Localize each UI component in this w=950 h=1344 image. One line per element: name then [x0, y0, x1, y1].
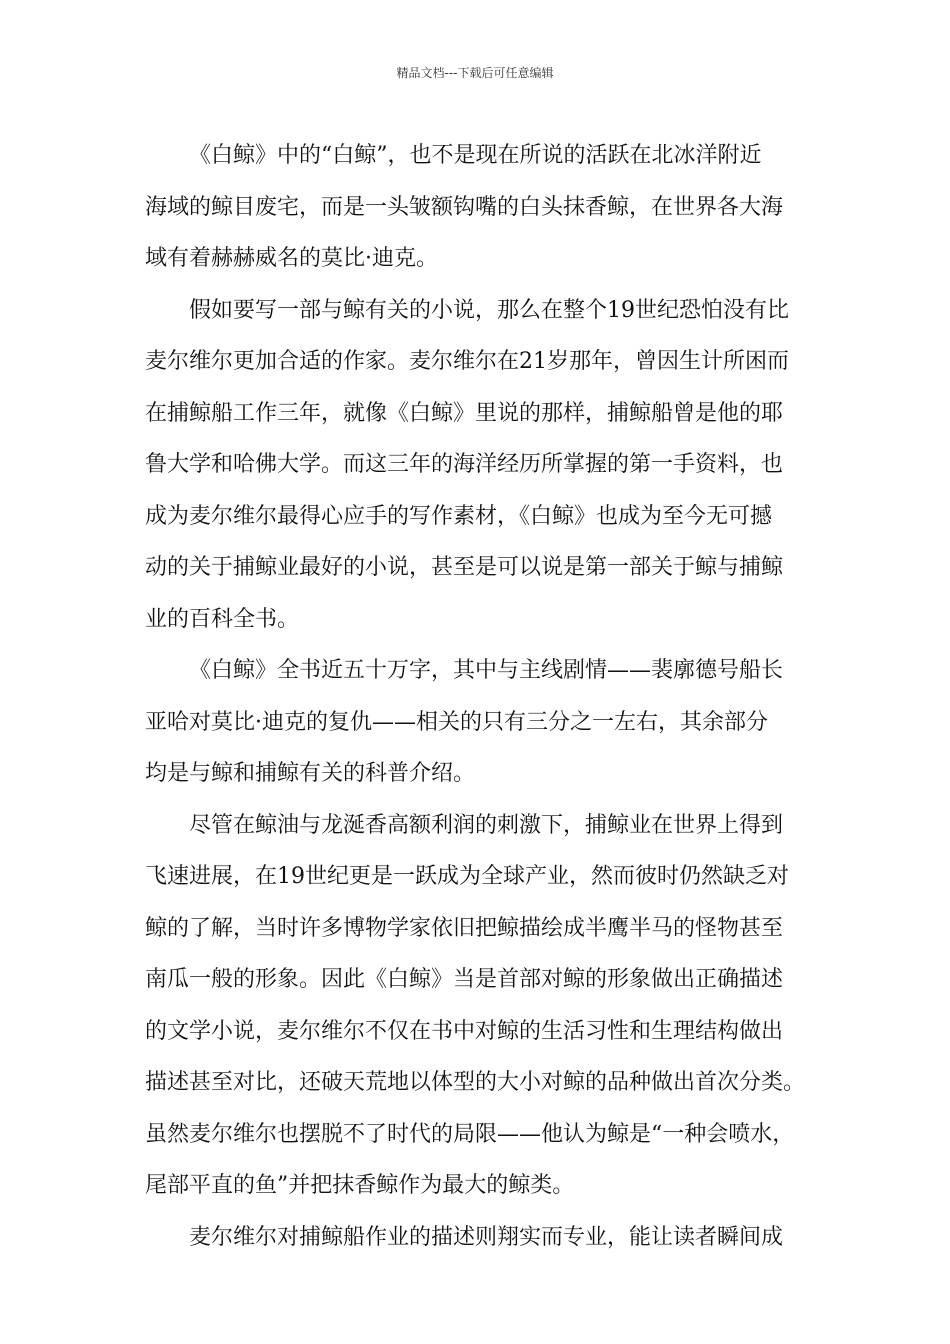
paragraph-4 — [145, 800, 810, 1212]
paragraph-line: 麦尔维尔更加合适的作家。麦尔维尔在21岁那年，曾因生计所困而 — [145, 349, 789, 374]
paragraph-line: 动的关于捕鲸业最好的小说，甚至是可以说是第一部关于鲸与捕鲸 — [145, 555, 784, 580]
paragraph-line: 均是与鲸和捕鲸有关的科普介绍。 — [145, 761, 476, 786]
paragraph-line: 南瓜一般的形象。因此《白鲸》当是首部对鲸的形象做出正确描述 — [145, 967, 784, 992]
paragraph-line: 成为麦尔维尔最得心应手的写作素材，《白鲸》也成为至今无可撼 — [145, 503, 773, 529]
paragraph-line: 在捕鲸船工作三年，就像《白鲸》里说的那样，捕鲸船曾是他的耶 — [145, 400, 784, 426]
paragraph-line: 的文学小说，麦尔维尔不仅在书中对鲸的生活习性和生理结构做出 — [145, 1018, 784, 1044]
paragraph-1 — [145, 130, 810, 285]
paragraph-line: 鲸的了解，当时许多博物学家依旧把鲸描绘成半鹰半马的怪物甚至 — [145, 915, 784, 941]
paragraph-line: 海域的鲸目废宅，而是一头皱额钩嘴的白头抹香鲸，在世界各大海 — [145, 194, 784, 220]
paragraph-2 — [145, 285, 810, 646]
page-header: 精品文档---下载后可任意编辑 — [396, 66, 554, 80]
paragraph-line: 鲁大学和哈佛大学。而这三年的海洋经历所掌握的第一手资料，也 — [145, 452, 784, 477]
paragraph-line: 《白鲸》中的“白鲸”，也不是现在所说的活跃在北冰洋附近 — [189, 143, 762, 168]
paragraph-line: 业的百科全书。 — [145, 606, 300, 632]
document-body — [145, 130, 810, 1263]
paragraph-line: 尾部平直的鱼”并把抹香鲸作为最大的鲸类。 — [145, 1173, 575, 1198]
paragraph-line: 域有着赫赫威名的莫比·迪克。 — [145, 246, 438, 271]
paragraph-line: 飞速进展，在19世纪更是一跃成为全球产业，然而彼时仍然缺乏对 — [145, 864, 789, 889]
paragraph-line: 亚哈对莫比·迪克的复仇——相关的只有三分之一左右，其余部分 — [145, 709, 768, 735]
paragraph-line: 麦尔维尔对捕鲸船作业的描述则翔实而专业，能让读者瞬间成 — [189, 1224, 784, 1250]
paragraph-line: 描述甚至对比，还破天荒地以体型的大小对鲸的品种做出首次分类。 — [145, 1070, 806, 1095]
paragraph-line: 虽然麦尔维尔也摆脱不了时代的局限——他认为鲸是“一种会喷水， — [145, 1121, 795, 1147]
paragraph-line: 假如要写一部与鲸有关的小说，那么在整个19世纪恐怕没有比 — [189, 297, 789, 323]
paragraph-5 — [145, 1212, 810, 1264]
paragraph-line: 尽管在鲸油与龙涎香高额利润的刺激下，捕鲸业在世界上得到 — [189, 812, 784, 838]
paragraph-line: 《白鲸》全书近五十万字，其中与主线剧情——裴廓德号船长 — [189, 658, 784, 683]
paragraph-3 — [145, 645, 810, 800]
